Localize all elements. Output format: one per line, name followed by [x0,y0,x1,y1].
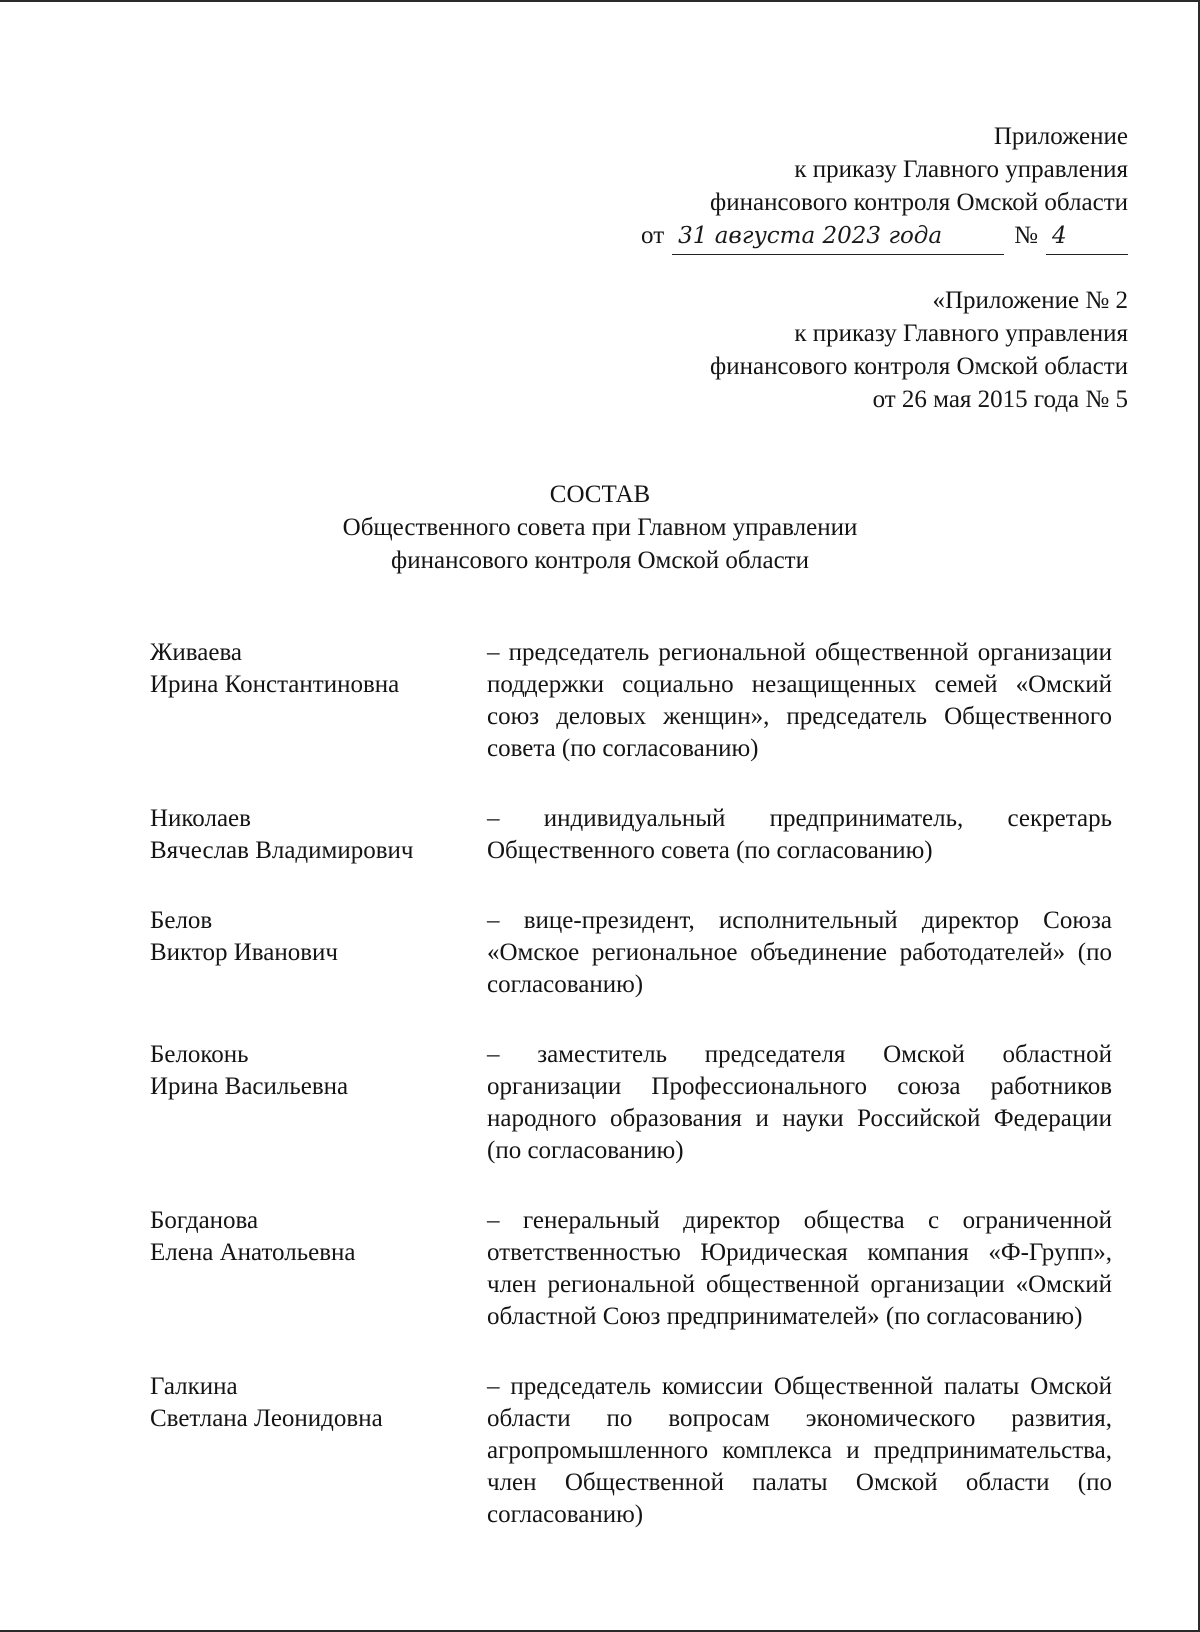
member-name [150,637,487,765]
original-appendix-title: «Приложение № 2 [932,287,1128,314]
member-given-names: Светлана Леонидовна [150,1405,383,1432]
member-row [150,905,1112,1001]
appendix-title: Приложение [993,123,1128,150]
member-name [150,803,487,867]
member-surname: Николаев [150,805,251,832]
member-role: – вице-президент, исполнительный директор Союза «Омское региональное объединение работодателей» (по согласованию) [487,907,1112,998]
member-surname: Богданова [150,1207,259,1234]
title-subline: Общественного совета при Главном управлении [342,514,858,541]
member-given-names: Ирина Константиновна [150,671,400,698]
member-list [150,637,1112,1569]
original-appendix-line: к приказу Главного управления [794,320,1128,347]
member-name [150,905,487,1001]
page-border-top [0,0,1200,2]
handwritten-number: 4 [1046,220,1128,255]
appendix-header [641,120,1128,255]
member-name [150,1371,487,1531]
member-role: – индивидуальный предприниматель, секретарь Общественного совета (по согласованию) [487,805,1112,864]
date-prefix: от [641,222,665,249]
appendix-line: к приказу Главного управления [794,156,1128,183]
member-name [150,1205,487,1333]
title-subline: финансового контроля Омской области [391,547,809,574]
member-surname: Белов [150,907,213,934]
member-surname: Галкина [150,1373,238,1400]
member-row [150,1205,1112,1333]
member-given-names: Виктор Иванович [150,939,338,966]
title-heading: СОСТАВ [549,481,651,508]
member-row [150,1039,1112,1167]
original-appendix-header [710,284,1128,416]
handwritten-date: 31 августа 2023 года [672,220,1004,255]
member-given-names: Ирина Васильевна [150,1073,349,1100]
member-row [150,1371,1112,1531]
member-surname: Белоконь [150,1041,249,1068]
document-title [0,478,1200,577]
original-appendix-line: финансового контроля Омской области [710,353,1128,380]
appendix-line: финансового контроля Омской области [710,189,1128,216]
member-name [150,1039,487,1167]
original-appendix-date: от 26 мая 2015 года № 5 [872,386,1128,413]
member-role: – генеральный директор общества с ограниченной ответственностью Юридическая компания «Ф-Групп», член региональной общественной организации «Омский областной Союз предпринимателей» (по согласованию) [487,1207,1112,1330]
member-given-names: Елена Анатольевна [150,1239,356,1266]
member-role: – председатель региональной общественной организации поддержки социально незащищенных семей «Омский союз деловых женщин», председатель Общественного совета (по согласованию) [487,639,1112,762]
member-given-names: Вячеслав Владимирович [150,837,414,864]
member-row [150,637,1112,765]
appendix-date-line [641,219,1128,255]
member-row [150,803,1112,867]
member-role: – председатель комиссии Общественной палаты Омской области по вопросам экономического развития, агропромышленного комплекса и предпринимательства, член Общественной палаты Омской области (по согласованию) [487,1373,1112,1528]
number-label: № [1014,222,1038,249]
member-surname: Живаева [150,639,243,666]
member-role: – заместитель председателя Омской областной организации Профессионального союза работников народного образования и науки Российской Федерации (по согласованию) [487,1041,1112,1164]
